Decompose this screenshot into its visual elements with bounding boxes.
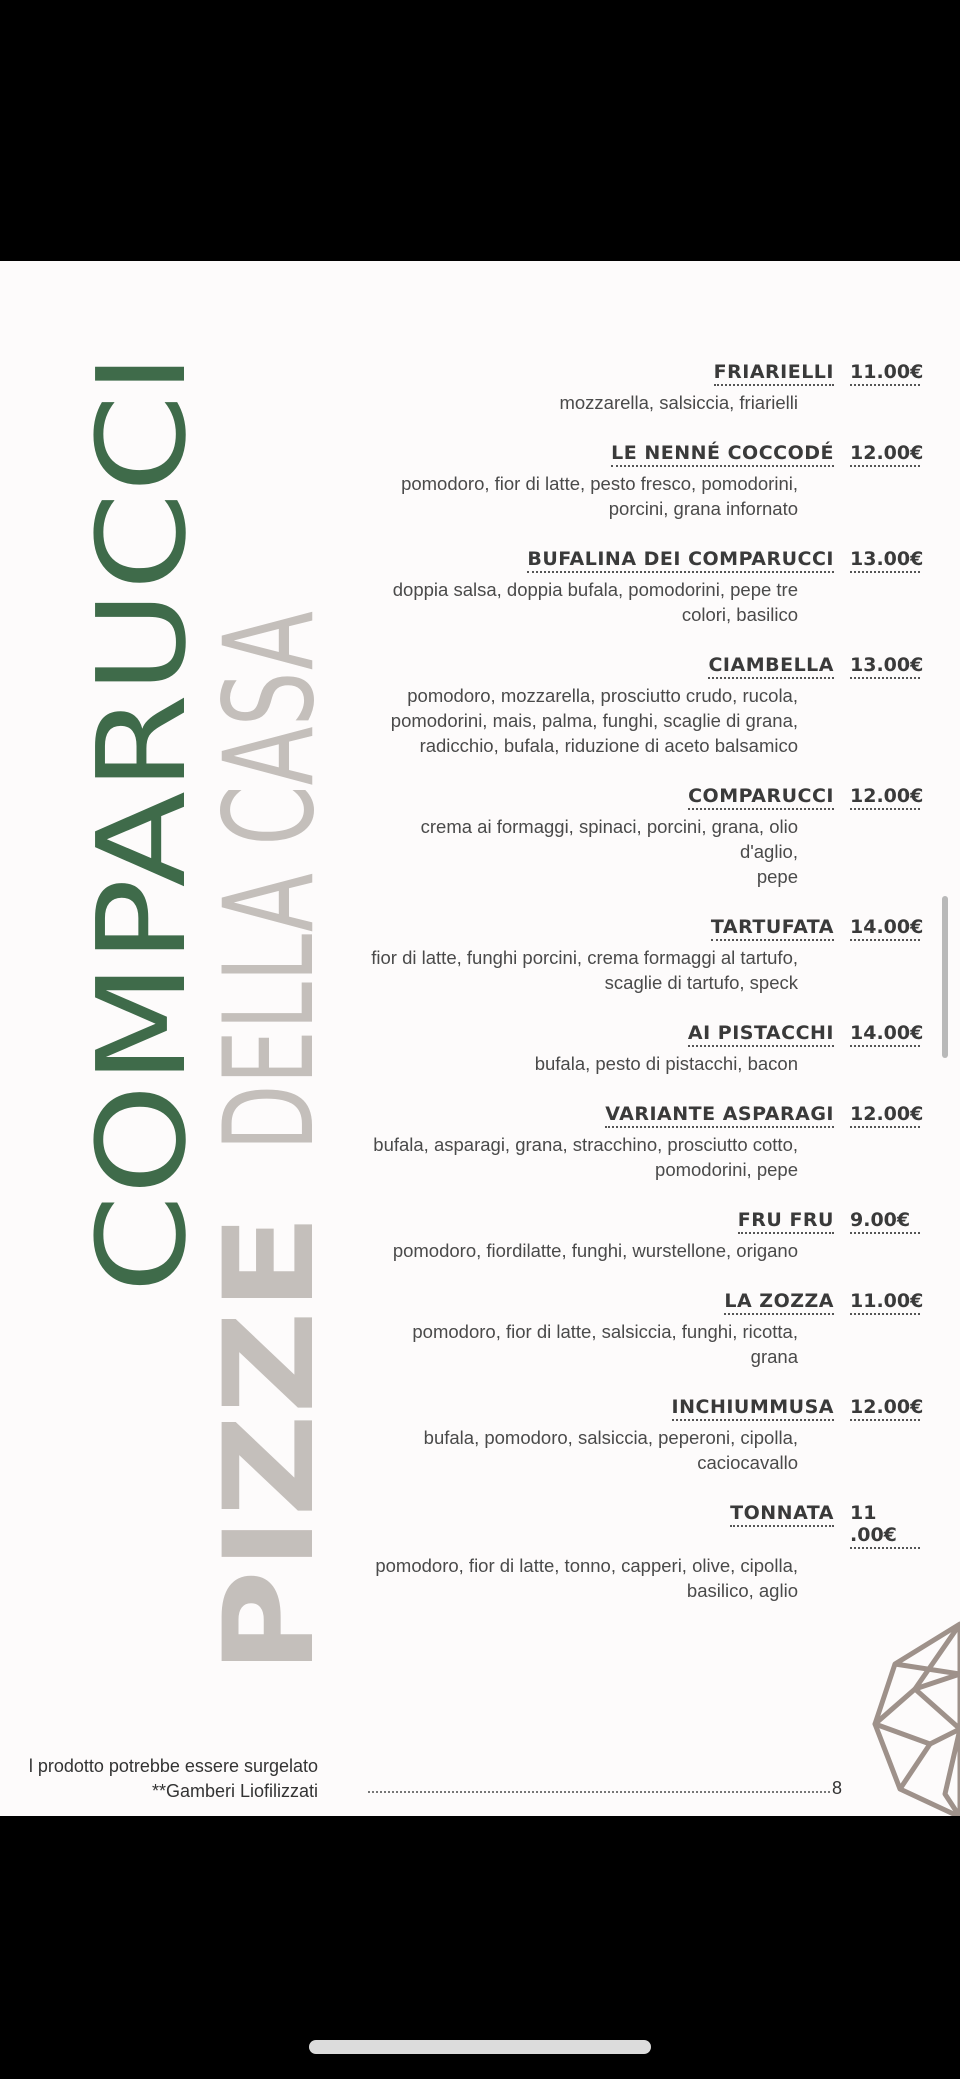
pizza-ingredients [360, 1132, 798, 1182]
menu-item-header [360, 1022, 924, 1047]
pizza-price: 12.00€ [850, 1396, 920, 1421]
pizza-price: 9.00€ [850, 1209, 920, 1234]
ingredients-line: bufala, pesto di pistacchi, bacon [534, 1053, 798, 1074]
menu-item [360, 548, 924, 627]
pizza-name: FRU FRU [738, 1209, 834, 1234]
pizza-name: VARIANTE ASPARAGI [605, 1103, 834, 1128]
footer-notes [0, 1754, 318, 1804]
pizza-price: 14.00€ [850, 1022, 920, 1047]
pizza-ingredients [360, 390, 798, 415]
pizza-menu-list [360, 361, 924, 1630]
pizza-name: LA ZOZZA [724, 1290, 834, 1315]
footer-note-frozen: l prodotto potrebbe essere surgelato [28, 1756, 318, 1776]
pizza-price: 12.00€ [850, 785, 920, 810]
ingredients-line: bufala, asparagi, grana, stracchino, prosciutto cotto, [373, 1134, 798, 1155]
menu-item [360, 1209, 920, 1263]
menu-item-header [360, 361, 924, 386]
menu-item-header [360, 654, 924, 679]
pizza-name: COMPARUCCI [688, 785, 834, 810]
footer-dotted-line [368, 1791, 830, 1793]
pizza-ingredients [360, 577, 798, 627]
pizza-name: INCHIUMMUSA [672, 1396, 834, 1421]
menu-item [360, 1103, 924, 1182]
menu-item-header [360, 916, 924, 941]
menu-item [360, 1022, 924, 1076]
ingredients-line: doppia salsa, doppia bufala, pomodorini, pepe tre [392, 579, 798, 600]
menu-item-header [360, 548, 924, 573]
menu-item-header [360, 1290, 924, 1315]
menu-item [360, 654, 924, 758]
pizza-name: CIAMBELLA [708, 654, 834, 679]
title-della-casa: DELLA CASA [198, 374, 342, 1151]
pizza-price: 12.00€ [850, 442, 920, 467]
menu-item [360, 916, 924, 995]
footer-note-shrimp: **Gamberi Liofilizzati [151, 1781, 318, 1801]
ingredients-line: scaglie di tartufo, speck [604, 972, 798, 993]
pizza-name: TARTUFATA [711, 916, 834, 941]
pizza-name: FRIARIELLI [714, 361, 834, 386]
page-number: 8 [832, 1778, 843, 1798]
ingredients-line: basilico, aglio [686, 1580, 798, 1601]
ingredients-line: crema ai formaggi, spinaci, porcini, grana, olio d'aglio, [420, 816, 798, 862]
ingredients-line: colori, basilico [681, 604, 798, 625]
pizza-price: 13.00€ [850, 654, 920, 679]
pizza-ingredients [360, 1319, 798, 1369]
ingredients-line: radicchio, bufala, riduzione di aceto balsamico [419, 735, 798, 756]
ingredients-line: pomodoro, mozzarella, prosciutto crudo, rucola, [407, 685, 798, 706]
home-indicator[interactable] [309, 2040, 651, 2054]
ingredients-line: pomodoro, fior di latte, salsiccia, funghi, ricotta, grana [412, 1321, 798, 1367]
menu-item-header [360, 1502, 920, 1549]
pizza-ingredients [360, 471, 798, 521]
ingredients-line: pepe [756, 866, 798, 887]
pizza-ingredients [360, 1051, 798, 1076]
menu-item [360, 1502, 920, 1603]
menu-item-header [360, 785, 924, 810]
ingredients-line: porcini, grana infornato [608, 498, 798, 519]
ingredients-line: pomodoro, fiordilatte, funghi, wurstellone, origano [392, 1240, 798, 1261]
ingredients-line: fior di latte, funghi porcini, crema formaggi al tartufo, [371, 947, 798, 968]
menu-item [360, 361, 924, 415]
pizza-name: LE NENNÉ COCCODÉ [611, 442, 834, 467]
pizza-price: 11.00€ [850, 361, 920, 386]
title-comparucci: COMPARUCCI [71, 476, 213, 1293]
title-pizze: PIZZE [198, 1272, 342, 1674]
pizza-price: 11 .00€ [850, 1502, 920, 1549]
pizza-ingredients [360, 683, 798, 758]
menu-item-header [360, 1396, 924, 1421]
pizza-ingredients [360, 1238, 798, 1263]
ingredients-line: bufala, pomodoro, salsiccia, peperoni, cipolla, [423, 1427, 798, 1448]
pizza-ingredients [360, 1553, 798, 1603]
ingredients-line: caciocavallo [697, 1452, 798, 1473]
pizza-name: TONNATA [730, 1502, 834, 1527]
geometric-decoration [855, 1619, 960, 1816]
menu-item [360, 442, 924, 521]
pizza-name: AI PISTACCHI [688, 1022, 834, 1047]
pizza-ingredients [360, 814, 798, 889]
ingredients-line: pomodorini, mais, palma, funghi, scaglie di grana, [390, 710, 798, 731]
menu-item [360, 1396, 924, 1475]
pizza-price: 12.00€ [850, 1103, 920, 1128]
pizza-ingredients [360, 945, 798, 995]
pizza-ingredients [360, 1425, 798, 1475]
menu-item-header [360, 1209, 920, 1234]
ingredients-line: pomodoro, fior di latte, tonno, capperi, olive, cipolla, [375, 1555, 798, 1576]
menu-item-header [360, 442, 924, 467]
ingredients-line: pomodoro, fior di latte, pesto fresco, pomodorini, [401, 473, 798, 494]
ingredients-line: pomodorini, pepe [655, 1159, 798, 1180]
scrollbar[interactable] [942, 896, 948, 1058]
pizza-price: 11.00€ [850, 1290, 920, 1315]
pizza-price: 14.00€ [850, 916, 920, 941]
menu-page [0, 261, 960, 1816]
pizza-price: 13.00€ [850, 548, 920, 573]
menu-item [360, 785, 924, 889]
pizza-name: BUFALINA DEI COMPARUCCI [527, 548, 834, 573]
ingredients-line: mozzarella, salsiccia, friarielli [559, 392, 798, 413]
menu-item [360, 1290, 924, 1369]
menu-item-header [360, 1103, 924, 1128]
